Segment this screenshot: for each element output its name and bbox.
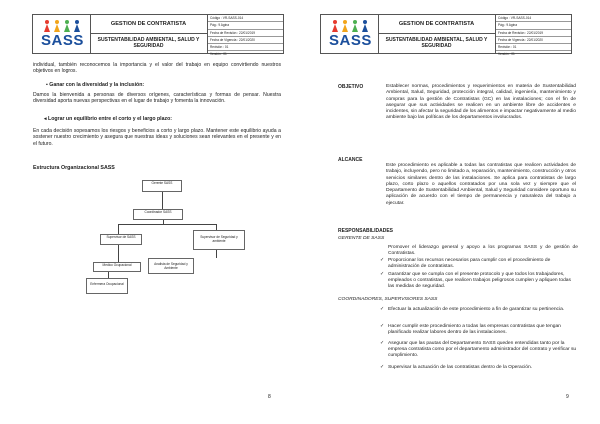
objetivo-text: Establecer normas, procedimientos y requerimientos en materia de Sustentabilidad Ambiental, Salud, Seguridad, protección integral, calidad, ingeniería, mantenimiento y compras para la gestión de Contratistas (GC) en las instalaciones; con el fin de asegurar que sus actividades se realicen en un ambiente libre de accidentes e incidentes, sin afectar la seguridad de los alimentos e impactar negativamente al medio ambiente bajo las políticas de los departamentos involucrados. [386, 84, 576, 121]
page-number-right: 9 [566, 394, 569, 400]
arrow-bullet-icon: ◂ [44, 116, 49, 122]
check-icon: ✓ [380, 307, 385, 312]
paragraph-diversity: Damos la bienvenida a personas de diversos orígenes, características y formas de pensar. Nuestra diversidad aporta nuevas perspectivas en el lugar de trabajo y fomenta la innovación. [33, 92, 281, 105]
doc-meta [496, 15, 571, 57]
meta-valid-date: Fecha de Vigencia : 22/01/2020 [496, 37, 571, 44]
meta-version: Versión : 01 [498, 52, 515, 57]
check-icon: ✓ [380, 365, 385, 370]
list-item: ✓ Garantizar que se cumpla con el presente protocolo y que todos los trabajadores, empleados o contratistas, que realicen trabajos peligrosos cumplen y apliquen todas las medidas de seguridad. [380, 272, 571, 290]
page-number-left: 8 [268, 394, 271, 400]
alcance-text: Este procedimiento es aplicable a todas las contratistas que realicen actividades de trabajo, incluyendo, pero no limitado a, reparación, mantenimiento, construcción y otros servicios similares dentro de las instalaciones. Se aplica para contratistas de largo plazo, corto plazo o aquellos contratados por una sola vez y siempre que el Departamento de Sustentabilidad Ambiental, Salud y Seguridad considere oportuno su aplicación de acuerdo con el tiempo de permanencia y naturaleza del trabajo a ejecutar. [386, 163, 576, 206]
coordinadores-label: COORDINADORES, SUPERVISORES SASS [338, 297, 438, 302]
list-item: ✓ Supervisar la actuación de las contratistas dentro de la Operación. [380, 365, 533, 370]
org-box-coordinador: Coordinador SASS [133, 209, 183, 220]
org-box-supervisor-seguridad: Supervisor de Seguridad y ambiente [193, 230, 245, 250]
heading-balance: ◂ Lograr un equilibrio entre el corto y el largo plazo: [44, 116, 172, 122]
gerente-label: GERENTE DE SASS [338, 236, 385, 241]
meta-code: Código : VR-SASS-014 [208, 15, 283, 22]
meta-rev-date: Fecha de Revisión : 22/01/2019 [496, 30, 571, 37]
logo-text: SASS [41, 32, 84, 49]
document-header [32, 14, 284, 57]
bullet-icon: ▪ [46, 82, 50, 88]
meta-version: Versión : 01 [210, 52, 227, 57]
intro-paragraph: individual, también reconocemos la importancia y el valor del trabajo en equipo convirtiendo nuestros objetivos en logros. [33, 62, 281, 75]
list-item: ✓ Asegurar que las pautas del Departamento SASS queden entendidas tanto por la empresa contratista como por el departamento administrador del contrato y verificar su cumplimiento. [380, 341, 577, 359]
doc-meta [208, 15, 283, 57]
meta-page: Pág.: 9 Agina [496, 22, 571, 29]
logo-text: SASS [329, 32, 372, 49]
org-box-analista: Analista de Seguridad y Ambiente [148, 258, 194, 274]
page-right [300, 0, 600, 424]
org-chart-title: Estructura Organizacional SASS [33, 165, 115, 171]
meta-rev-date: Fecha de Revisión : 22/01/2019 [208, 30, 283, 37]
check-icon: ✓ [380, 341, 385, 346]
check-icon: ✓ [380, 258, 385, 263]
objetivo-label: OBJETIVO [338, 84, 364, 90]
doc-title: GESTION DE CONTRATISTA [90, 15, 207, 34]
people-logo-icon [331, 19, 369, 33]
doc-subtitle: SUSTENTABILIDAD AMBIENTAL, SALUD Y SEGURIDAD [97, 37, 200, 49]
document-header-right [320, 14, 572, 57]
company-logo [321, 15, 379, 53]
meta-page: Pág.: 9 Agina [208, 22, 283, 29]
alcance-label: ALCANCE [338, 157, 363, 163]
gerente-text: Promover el liderazgo general y apoyo a los programas SASS y de gestión de Contratistas. [388, 245, 578, 257]
meta-revision: Revisión : 01 [496, 44, 571, 51]
people-logo-icon [43, 19, 81, 33]
doc-subtitle: SUSTENTABILIDAD AMBIENTAL, SALUD Y SEGURIDAD [385, 37, 488, 49]
meta-code: Código : VR-SASS-014 [496, 15, 571, 22]
meta-valid-date: Fecha de Vigencia : 22/01/2020 [208, 37, 283, 44]
company-logo [33, 15, 91, 53]
org-box-enfermera: Enfermera Ocupacional [86, 278, 128, 294]
list-item: ✓ Proporcionar los recursos necesarios para cumplir con el procedimiento de administración de contratistas. [380, 258, 551, 270]
list-item: ✓ Efectuar la actualización de este procedimiento a fin de garantizar su pertinencia. [380, 307, 565, 312]
list-item: ✓ Hacer cumplir este procedimiento a todas las empresas contratistas que tengan planificado realizar labores dentro de las instalaciones. [380, 324, 561, 336]
doc-title: GESTION DE CONTRATISTA [378, 15, 495, 34]
org-box-gerente: Gerente SASS [142, 180, 182, 192]
paragraph-balance: En cada decisión sopesamos los riesgos y beneficios a corto y largo plazo. Mantener este equilibrio ayuda a sostener nuestro crecimiento y asegura que nuestras ideas y soluciones sean relevantes en el presente y en el futuro. [33, 128, 281, 147]
org-box-supervisor-sass: Supervisor de SASS [100, 234, 142, 245]
meta-revision: Revisión : 01 [208, 44, 283, 51]
check-icon: ✓ [380, 324, 385, 329]
heading-diversity: ▪ Ganar con la diversidad y la inclusión: [46, 82, 145, 88]
responsabilidades-label: RESPONSABILIDADES [338, 228, 394, 234]
org-box-medico: Medico Ocupacional [93, 262, 141, 272]
check-icon: ✓ [380, 272, 385, 277]
